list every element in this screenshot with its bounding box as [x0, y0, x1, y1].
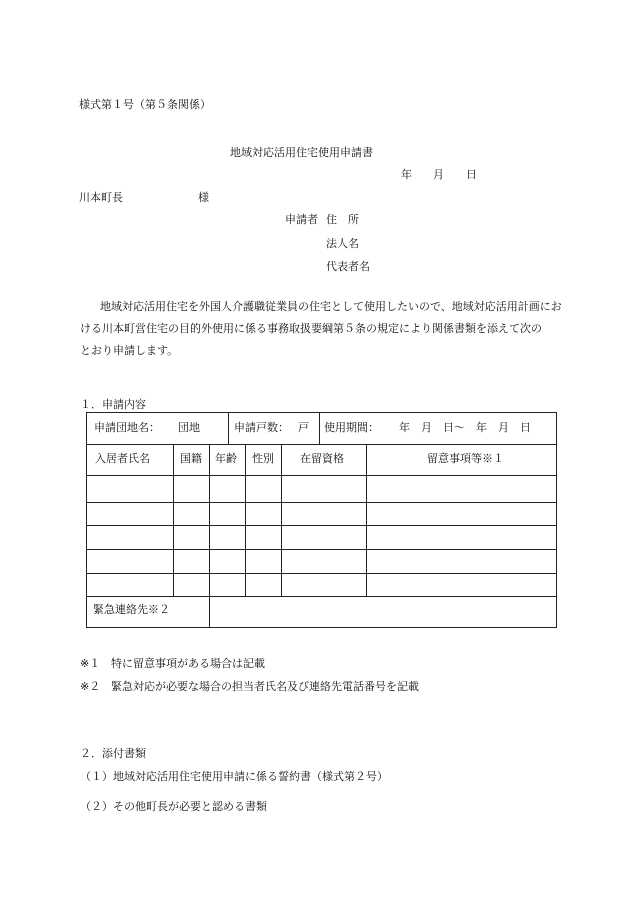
table-rule	[87, 475, 556, 476]
note-2-text: 緊急対応が必要な場合の担当者氏名及び連絡先電話番号を記載	[111, 680, 419, 693]
section-2-heading: ２．添付書類	[80, 747, 146, 760]
header-notes: 留意事項等※１	[427, 452, 504, 465]
table-rule	[319, 413, 320, 444]
date-year: 年	[401, 168, 412, 181]
table-rule	[228, 413, 229, 444]
form-number: 様式第１号（第５条関係）	[79, 98, 211, 111]
emergency-contact-label: 緊急連絡先※２	[93, 603, 170, 616]
table-rule	[87, 525, 556, 526]
housing-name-suffix: 団地	[178, 421, 200, 434]
housing-name-label: 申請団地名：	[94, 421, 160, 434]
table-rule	[87, 502, 556, 503]
date-day: 日	[466, 168, 477, 181]
application-statement	[80, 296, 560, 362]
statement-line-1: 地域対応活用住宅を外国人介護職従業員の住宅として使用したいので、地域対応活用計画にお	[100, 300, 562, 313]
application-table	[86, 412, 557, 628]
table-rule	[366, 444, 367, 596]
attachment-item-2: （２）その他町長が必要と認める書類	[80, 800, 267, 813]
date-month: 月	[433, 168, 444, 181]
table-rule	[209, 596, 210, 627]
table-rule	[87, 573, 556, 574]
header-nationality: 国籍	[180, 452, 202, 465]
header-resident-name: 入居者氏名	[95, 452, 150, 465]
section-1-heading: １．申請内容	[80, 398, 146, 411]
addressee-name: 川本町長	[79, 191, 123, 204]
statement-line-3: とおり申請します。	[80, 344, 179, 357]
table-rule	[209, 444, 210, 596]
attachment-item-1: （１）地域対応活用住宅使用申請に係る誓約書（様式第２号）	[80, 770, 388, 783]
statement-line-2: ける川本町営住宅の目的外使用に係る事務取扱要綱第５条の規定により関係書類を添えて次の	[80, 322, 542, 335]
unit-count-label: 申請戸数：	[234, 421, 289, 434]
header-residence-status: 在留資格	[300, 452, 344, 465]
note-1-mark: ※１	[80, 657, 101, 670]
unit-count-suffix: 戸	[298, 421, 309, 434]
header-age: 年齢	[215, 452, 237, 465]
applicant-corporation-label: 法人名	[326, 237, 359, 250]
table-rule	[87, 444, 556, 445]
table-rule	[281, 444, 282, 596]
usage-period-value: 年 月 日～ 年 月 日	[399, 421, 531, 434]
table-rule	[87, 549, 556, 550]
document-title: 地域対応活用住宅使用申請書	[230, 146, 373, 159]
applicant-address-label: 住 所	[326, 213, 359, 226]
table-rule	[173, 444, 174, 596]
applicant-representative-label: 代表者名	[326, 260, 370, 273]
usage-period-label: 使用期間：	[324, 421, 379, 434]
note-1-text: 特に留意事項がある場合は記載	[111, 657, 265, 670]
table-rule	[87, 596, 556, 597]
header-gender: 性別	[252, 452, 274, 465]
addressee-honorific: 様	[198, 191, 209, 204]
note-2-mark: ※２	[80, 680, 101, 693]
table-rule	[245, 444, 246, 596]
applicant-label: 申請者	[285, 213, 318, 226]
